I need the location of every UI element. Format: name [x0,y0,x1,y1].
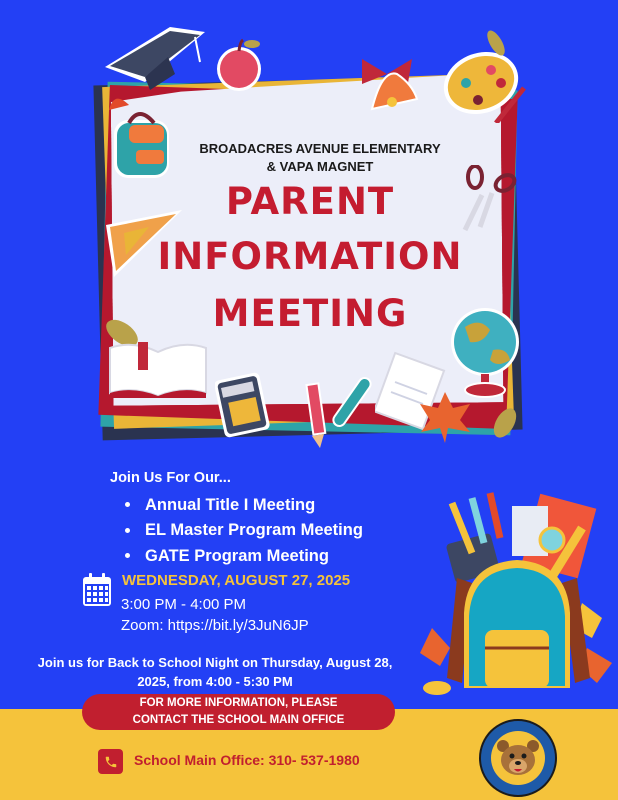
paint-palette-icon [436,28,526,123]
back-to-school-note: Join us for Back to School Night on Thursday, August 28, 2025, from 4:00 - 5:30 PM [37,655,393,689]
info-banner: FOR MORE INFORMATION, PLEASE CONTACT THE SCHOOL MAIN OFFICE [82,694,395,730]
open-book-icon [108,338,208,400]
school-name-line-2: & VAPA MAGNET [266,159,374,174]
calendar-icon [82,573,112,607]
meeting-item: EL Master Program Meeting [120,518,363,544]
school-bag-icon [104,90,174,185]
intro-text: Join Us For Our... [110,470,231,486]
bullet-icon [125,502,130,507]
graduation-cap-icon [100,22,210,92]
meeting-time: 3:00 PM - 4:00 PM [121,596,247,613]
office-phone[interactable]: School Main Office: 310- 537-1980 [134,752,360,768]
backpack-illustration [412,488,612,700]
small-leaf-icon [490,405,520,445]
bell-icon [352,44,432,114]
school-name-line-1: BROADACRES AVENUE ELEMENTARY [199,141,441,156]
school-name [180,140,460,176]
meeting-item: Annual Title I Meeting [120,492,363,518]
pen-icon [328,372,378,432]
bear-mascot-logo [478,718,558,798]
apple-icon [210,34,268,92]
meeting-list [120,492,363,569]
zoom-link[interactable]: Zoom: https://bit.ly/3JuN6JP [121,617,309,634]
bullet-icon [125,528,130,533]
meeting-item: GATE Program Meeting [120,543,363,569]
bullet-icon [125,553,130,558]
phone-icon [98,749,123,774]
title-line-3: MEETING [212,292,408,335]
meeting-date: WEDNESDAY, AUGUST 27, 2025 [122,572,351,589]
title-line-2: INFORMATION [157,235,463,278]
calculator-icon [215,372,271,438]
title-line-1: PARENT [225,180,395,223]
